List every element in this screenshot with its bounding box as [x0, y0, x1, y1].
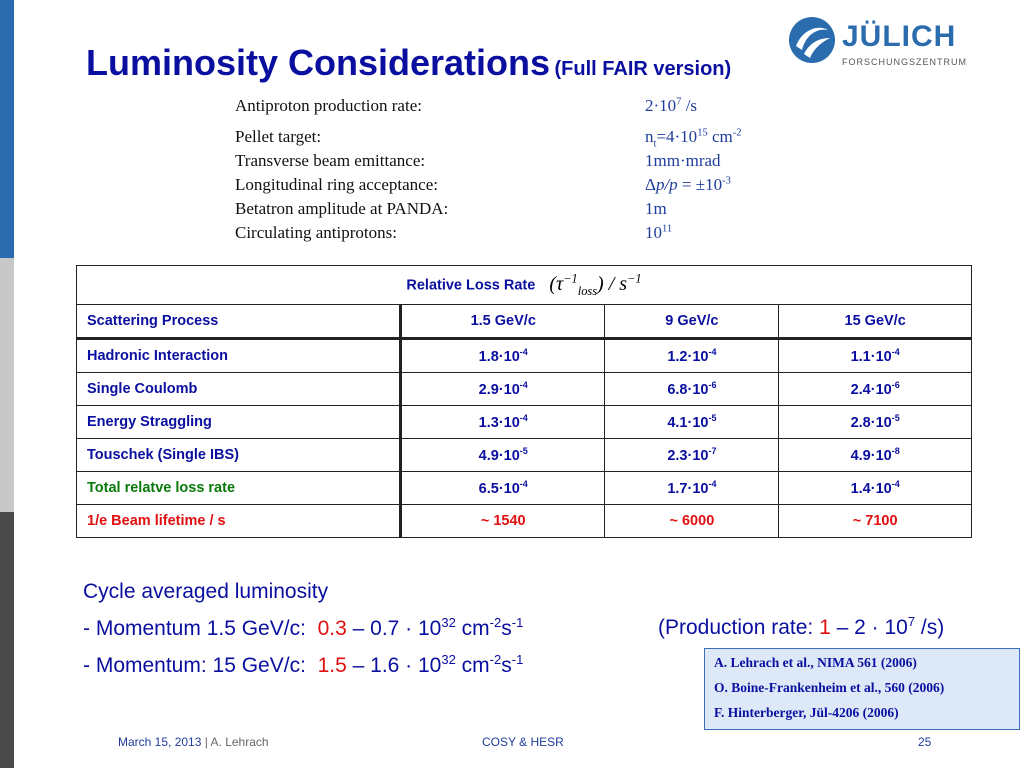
luminosity-label: - Momentum: 15 GeV/c: [83, 654, 318, 677]
parameter-label: Betatron amplitude at PANDA: [235, 199, 449, 218]
table-cell: $2.3\cdot 10^{-7}$ [605, 439, 779, 472]
sidebar-segment-middle [0, 258, 14, 512]
reference-item: O. Boine-Frankenheim et al., 560 (2006) [714, 680, 945, 695]
parameter-value: $2\cdot 10^7$ /s [645, 96, 698, 115]
column-header-momentum: 1.5 GeV/c [401, 305, 605, 339]
table-cell: $1.8\cdot 10^{-4}$ [401, 339, 605, 373]
table-row [77, 373, 972, 406]
parameter-value: 1mm·mrad [645, 151, 721, 170]
table-row [77, 505, 972, 538]
footer-page-number: 25 [918, 735, 932, 749]
table-cell: ~ 7100 [779, 505, 972, 538]
sidebar-segment-top [0, 0, 14, 258]
table-row [77, 439, 972, 472]
parameter-label: Transverse beam emittance: [235, 151, 426, 170]
parameter-label: Longitudinal ring acceptance: [235, 175, 438, 194]
luminosity-line [83, 644, 523, 681]
loss-rate-table [76, 265, 972, 538]
table-header-row [77, 305, 972, 339]
table-cell: $6.8\cdot 10^{-6}$ [605, 373, 779, 406]
title-sub: (Full FAIR version) [554, 58, 732, 80]
luminosity-heading: Cycle averaged luminosity [83, 580, 329, 603]
table-row [77, 472, 972, 505]
table-cell: $4.1\cdot 10^{-5}$ [605, 406, 779, 439]
table-caption-cell [77, 266, 972, 305]
table-cell: $2.8\cdot 10^{-5}$ [779, 406, 972, 439]
table-cell: $1.4\cdot 10^{-4}$ [779, 472, 972, 505]
table-cell: $6.5\cdot 10^{-4}$ [401, 472, 605, 505]
table-cell: $1.3\cdot 10^{-4}$ [401, 406, 605, 439]
production-label: (Production rate: [658, 616, 820, 639]
loss-formula: $(\tau^{-1}_{loss}) / s^{-1}$ [549, 271, 642, 298]
table-row [77, 339, 972, 373]
title-main: Luminosity Considerations [86, 42, 551, 83]
julich-logo [788, 16, 988, 74]
parameter-label: Pellet target: [235, 127, 322, 146]
footer-date: March 15, 2013 [118, 735, 202, 749]
luminosity-block [83, 576, 523, 681]
row-label: Single Coulomb [77, 373, 401, 406]
table-caption: Relative Loss Rate [406, 277, 536, 294]
luminosity-low-value: 0.3 [317, 617, 347, 640]
row-label: Touschek (Single IBS) [77, 439, 401, 472]
julich-swoosh-icon [788, 16, 836, 64]
row-label: Energy Straggling [77, 406, 401, 439]
footer-author: A. Lehrach [210, 735, 269, 749]
luminosity-low-value: 1.5 [317, 654, 347, 677]
table-cell: $1.7\cdot 10^{-4}$ [605, 472, 779, 505]
luminosity-label: - Momentum 1.5 GeV/c: [83, 617, 318, 640]
table-cell: ~ 1540 [401, 505, 605, 538]
sidebar-segment-bottom [0, 512, 14, 768]
reference-item: A. Lehrach et al., NIMA 561 (2006) [714, 655, 917, 670]
parameter-value: $10^{11}$ [645, 223, 673, 242]
row-label: Total relatve loss rate [77, 472, 401, 505]
parameter-label: Antiproton production rate: [235, 96, 422, 115]
production-low-value: 1 [819, 616, 831, 639]
luminosity-range: – $1.6 \cdot 10^{32}$ $cm^{-2}s^{-1}$ [346, 652, 524, 677]
footer-left [118, 735, 269, 749]
references-box [704, 648, 1020, 730]
production-rate-note [658, 614, 944, 640]
table-row [77, 406, 972, 439]
parameter-value: $\Delta p/p = \pm 10^{-3}$ [645, 175, 731, 194]
table-cell: $4.9\cdot 10^{-5}$ [401, 439, 605, 472]
logo-subtitle: FORSCHUNGSZENTRUM [842, 57, 967, 67]
reference-item: F. Hinterberger, Jül-4206 (2006) [714, 705, 899, 720]
column-header-momentum: 15 GeV/c [779, 305, 972, 339]
footer-center: COSY & HESR [482, 735, 564, 749]
luminosity-range: – $0.7 \cdot 10^{32}$ $cm^{-2}s^{-1}$ [346, 615, 524, 640]
table-cell: $1.1\cdot 10^{-4}$ [779, 339, 972, 373]
table-cell: $2.9\cdot 10^{-4}$ [401, 373, 605, 406]
production-range: – $2 \cdot 10^7$ /s) [830, 614, 945, 639]
footer-separator: | [201, 735, 211, 749]
table-cell: $4.9\cdot 10^{-8}$ [779, 439, 972, 472]
logo-name: JÜLICH [842, 20, 957, 53]
table-cell: ~ 6000 [605, 505, 779, 538]
row-label: Hadronic Interaction [77, 339, 401, 373]
slide-title [86, 42, 731, 84]
table-cell: $1.2\cdot 10^{-4}$ [605, 339, 779, 373]
table-cell: $2.4\cdot 10^{-6}$ [779, 373, 972, 406]
luminosity-line [83, 607, 523, 644]
parameter-label: Circulating antiprotons: [235, 223, 397, 242]
parameter-value: $n_t=4\cdot 10^{15}$ $cm^{-2}$ [645, 127, 742, 150]
column-header-process: Scattering Process [77, 305, 401, 339]
column-header-momentum: 9 GeV/c [605, 305, 779, 339]
parameter-value: 1m [645, 199, 667, 218]
row-label: 1/e Beam lifetime / s [77, 505, 401, 538]
